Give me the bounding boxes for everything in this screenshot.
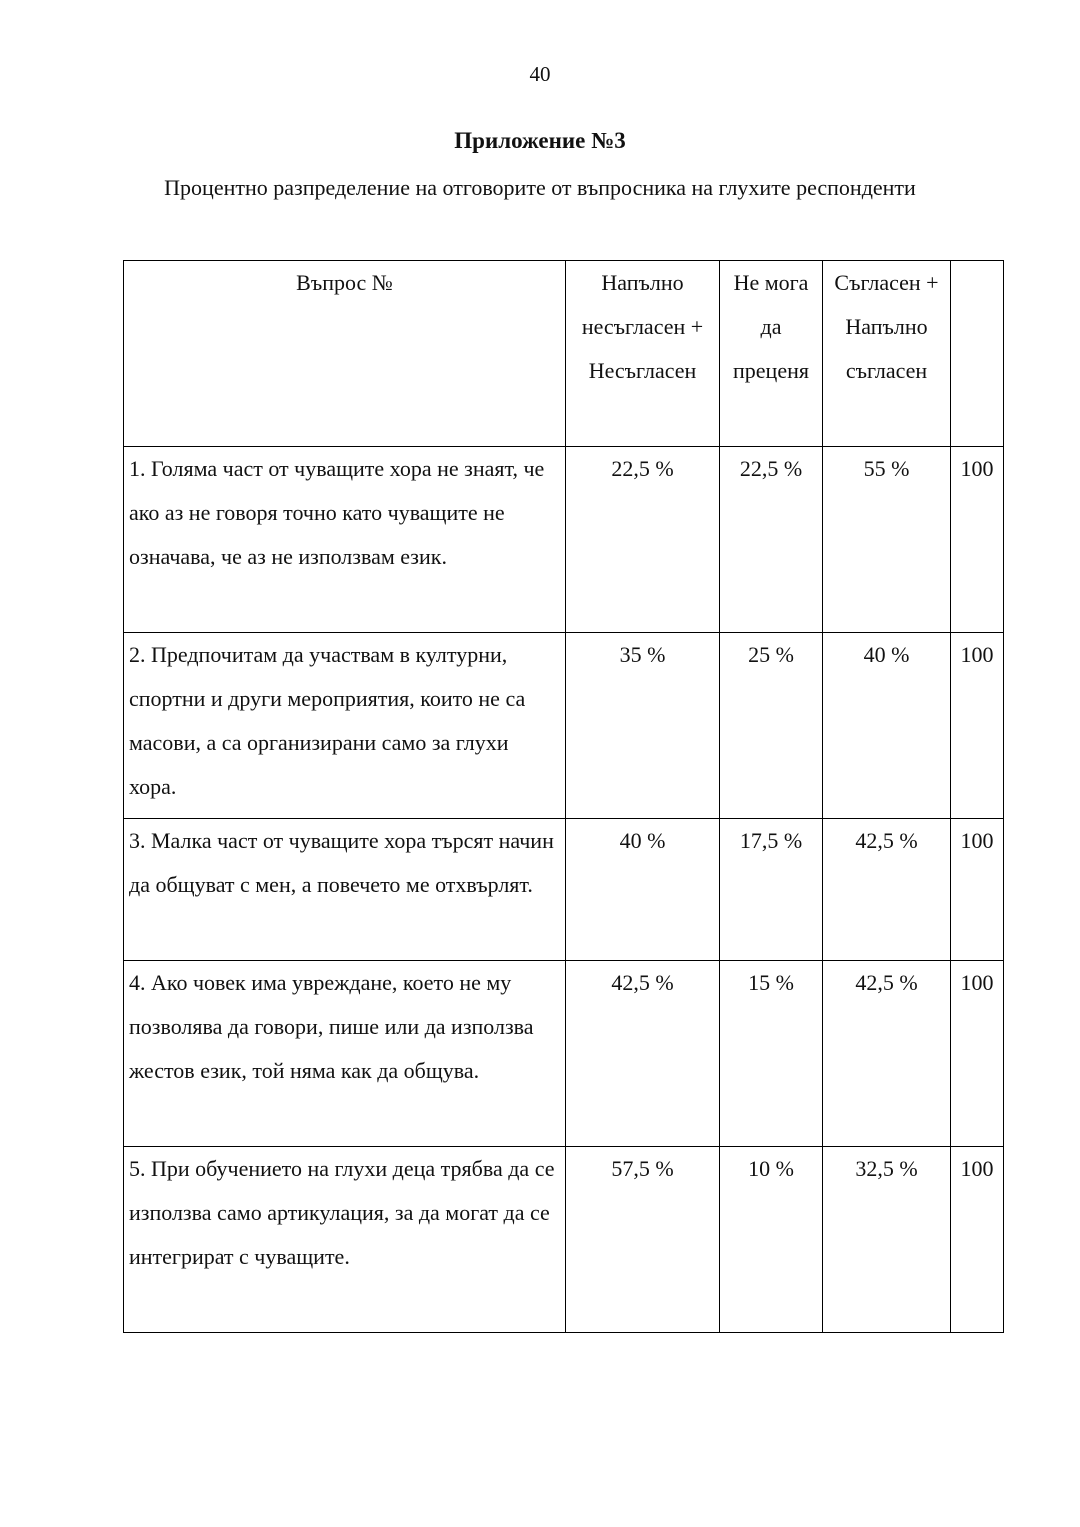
appendix-heading: Приложение №3 <box>454 128 626 153</box>
header-unsure: Не мога да преценя <box>720 261 823 447</box>
table-row <box>124 447 1004 633</box>
header-agree: Съгласен + Напълно съгласен <box>823 261 951 447</box>
question-cell: 2. Предпочитам да участвам в културни, спортни и други мероприятия, които не са масови, а са организирани само за глухи хора. <box>124 633 566 819</box>
unsure-cell: 22,5 % <box>720 447 823 633</box>
total-cell: 100 <box>951 447 1004 633</box>
unsure-cell: 17,5 % <box>720 819 823 961</box>
total-cell: 100 <box>951 961 1004 1147</box>
agree-cell: 42,5 % <box>823 819 951 961</box>
table-row <box>124 819 1004 961</box>
table-header-row <box>124 261 1004 447</box>
agree-cell: 55 % <box>823 447 951 633</box>
disagree-cell: 57,5 % <box>566 1147 720 1333</box>
disagree-cell: 22,5 % <box>566 447 720 633</box>
survey-results-table <box>123 260 1004 1333</box>
unsure-cell: 15 % <box>720 961 823 1147</box>
disagree-cell: 35 % <box>566 633 720 819</box>
total-cell: 100 <box>951 819 1004 961</box>
unsure-cell: 25 % <box>720 633 823 819</box>
question-cell: 5. При обучението на глухи деца трябва да се използва само артикулация, за да могат да се интегрират с чуващите. <box>124 1147 566 1333</box>
table-caption: Процентно разпределение на отговорите от въпросника на глухите респонденти <box>164 175 916 200</box>
header-disagree: Напълно несъгласен + Несъгласен <box>566 261 720 447</box>
table-row <box>124 961 1004 1147</box>
question-cell: 3. Малка част от чуващите хора търсят начин да общуват с мен, а повечето ме отхвърлят. <box>124 819 566 961</box>
agree-cell: 40 % <box>823 633 951 819</box>
total-cell: 100 <box>951 633 1004 819</box>
header-question: Въпрос № <box>124 261 566 447</box>
table-row <box>124 1147 1004 1333</box>
unsure-cell: 10 % <box>720 1147 823 1333</box>
agree-cell: 42,5 % <box>823 961 951 1147</box>
disagree-cell: 40 % <box>566 819 720 961</box>
total-cell: 100 <box>951 1147 1004 1333</box>
table-row <box>124 633 1004 819</box>
header-total <box>951 261 1004 447</box>
question-cell: 4. Ако човек има увреждане, което не му позволява да говори, пише или да използва жестов език, той няма как да общува. <box>124 961 566 1147</box>
question-cell: 1. Голяма част от чуващите хора не знаят, че ако аз не говоря точно като чуващите не означава, че аз не използвам език. <box>124 447 566 633</box>
page-number: 40 <box>529 62 551 86</box>
disagree-cell: 42,5 % <box>566 961 720 1147</box>
agree-cell: 32,5 % <box>823 1147 951 1333</box>
